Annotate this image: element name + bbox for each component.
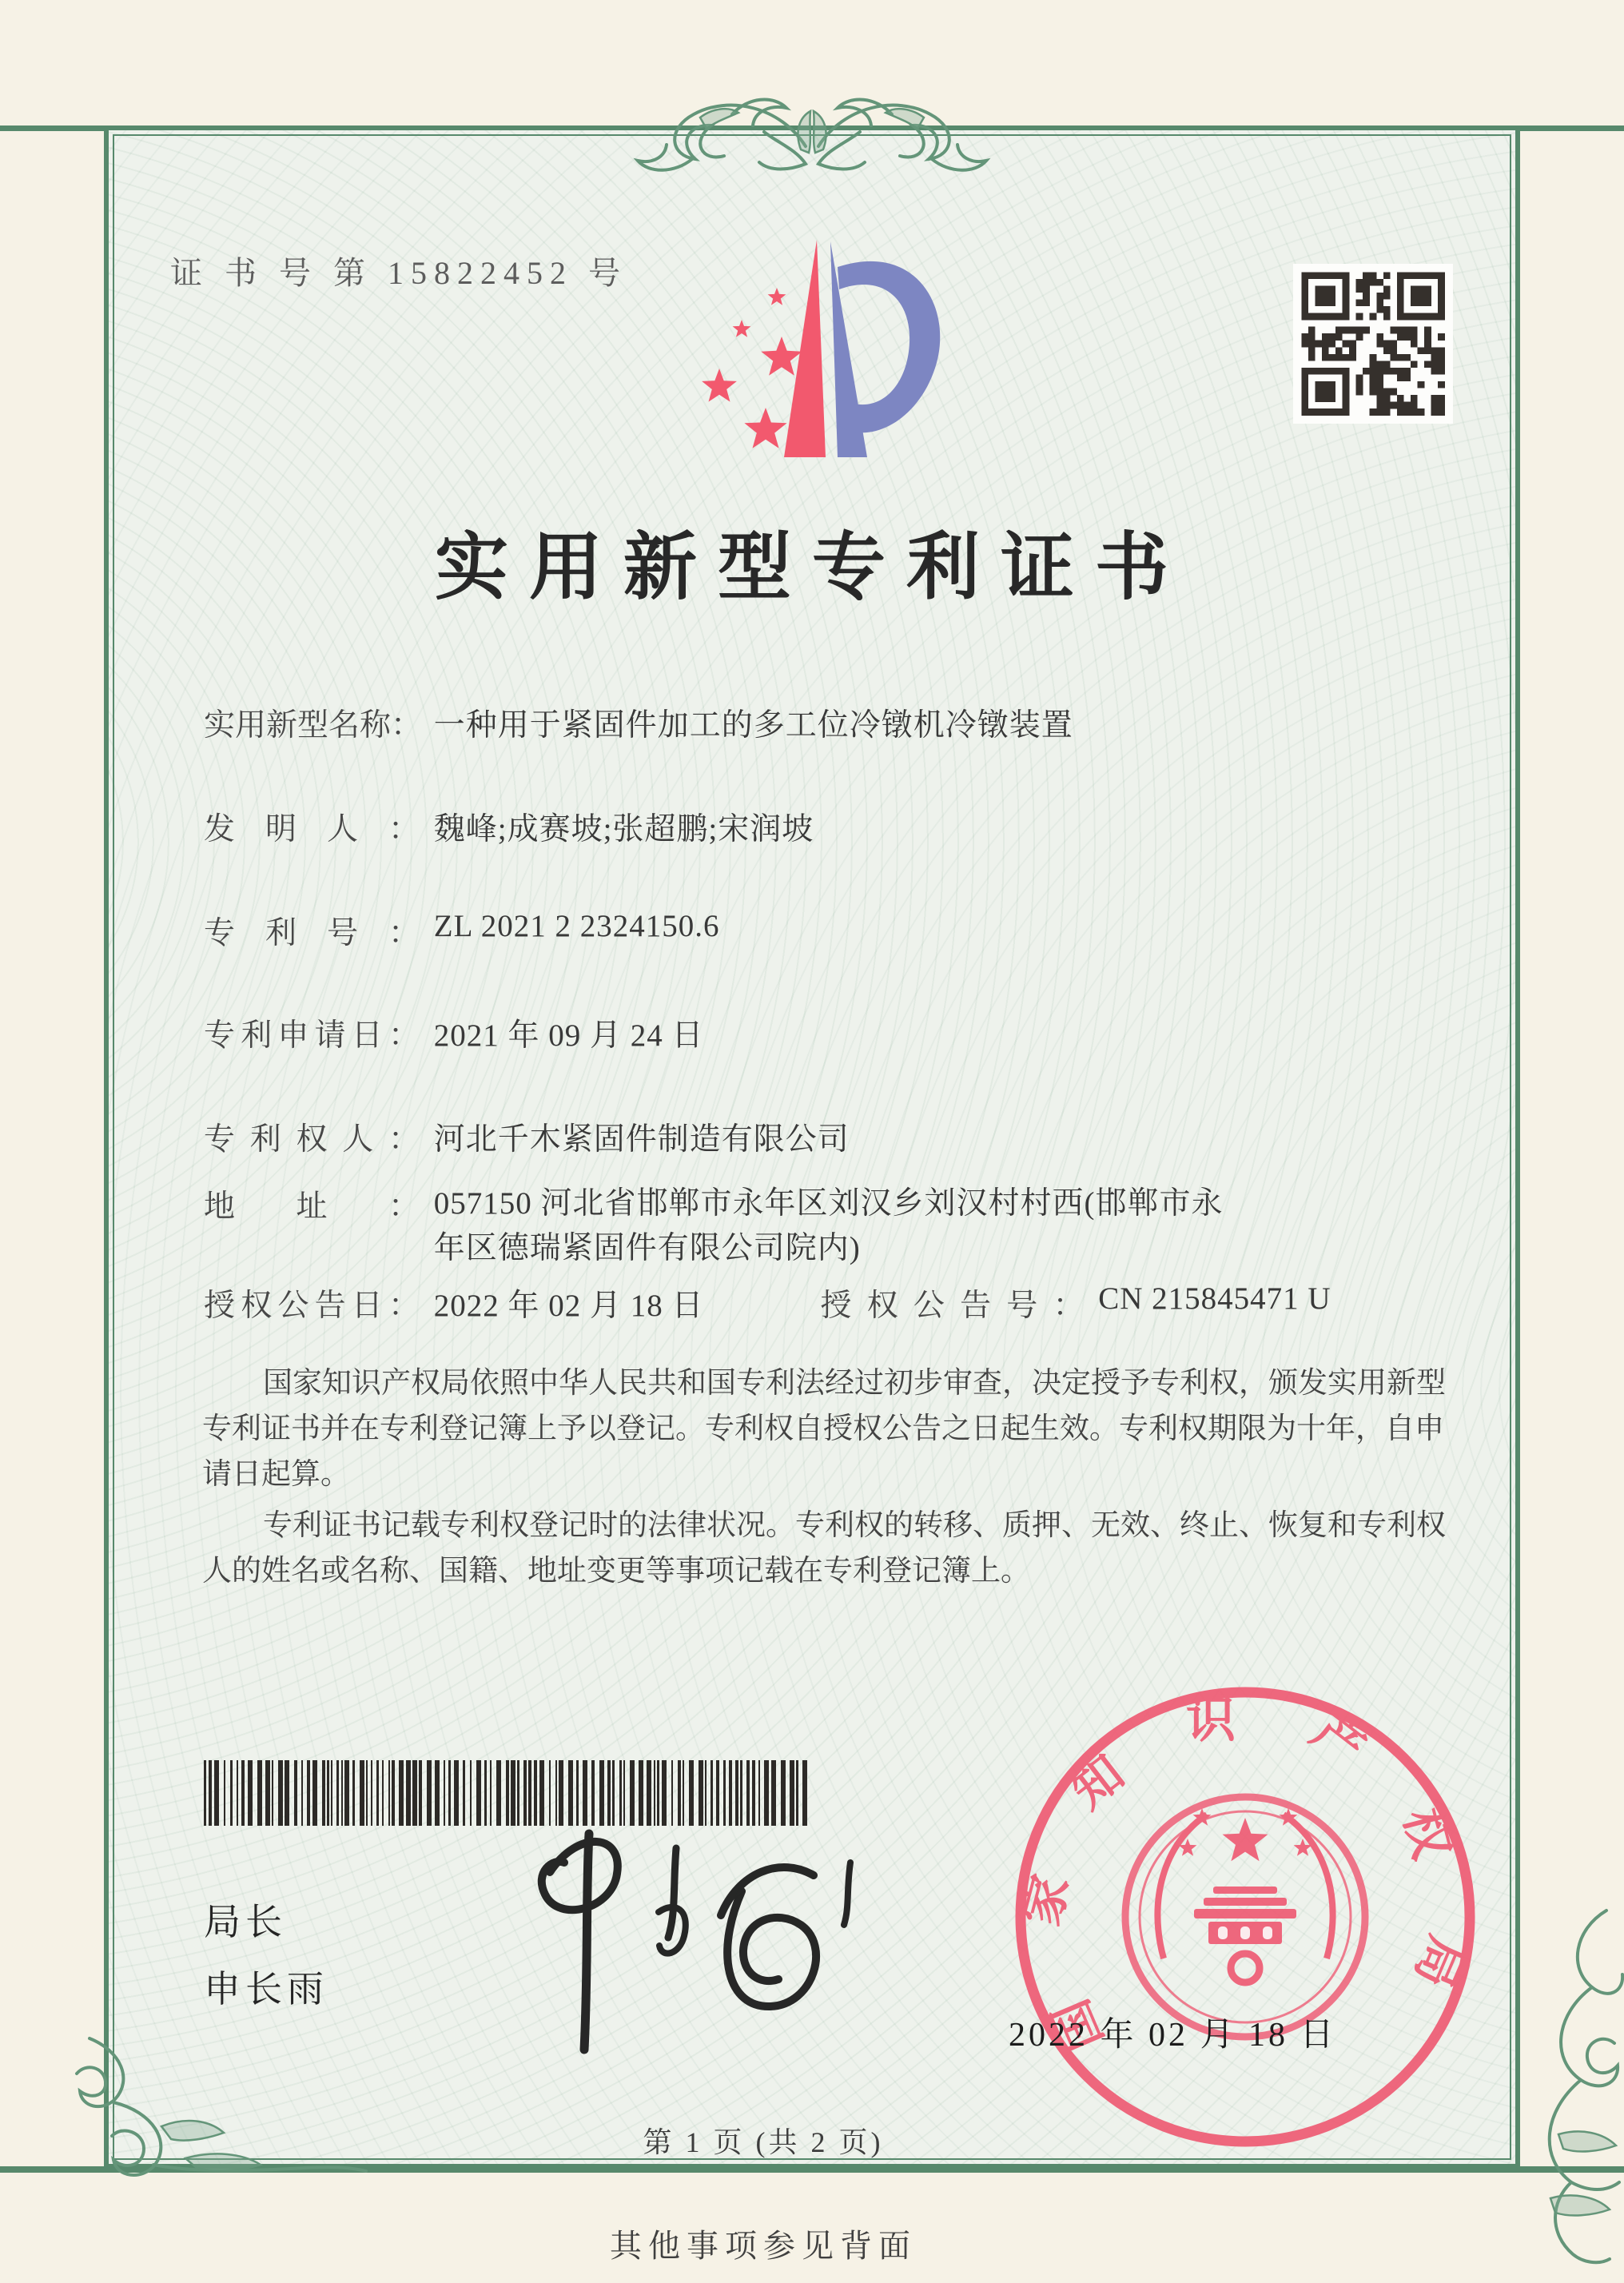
field-label-inventor: 发明人：: [204, 812, 420, 847]
field-value-name: 一种用于紧固件加工的多工位冷镦机冷镦装置: [433, 708, 1073, 743]
issuer-title: 局长: [204, 1901, 287, 1942]
seal-date: 2022 年 02 月 18 日: [1009, 2017, 1337, 2054]
field-row-address: [204, 1181, 1225, 1271]
svg-text:国家知识产权局: [1013, 1694, 1476, 2059]
page-number: 第 1 页 (共 2 页): [643, 2126, 884, 2158]
logo-stars: [702, 288, 802, 448]
field-row-patentee: [204, 1114, 850, 1159]
paragraph-register-statement: 专利证书记载专利权登记时的法律状况。专利权的转移、质押、无效、终止、恢复和专利权人的姓名或名称、国籍、地址变更等事项记载在专利登记簿上。: [202, 1509, 1446, 1588]
field-row-inventor: [204, 804, 814, 849]
field-row-name: [204, 700, 1073, 745]
emblem-stars: [1179, 1808, 1312, 1861]
field-label-address: 地址：: [204, 1189, 420, 1224]
field-value-patentee: 河北千木紧固件制造有限公司: [433, 1122, 850, 1157]
logo-red-wedge: [784, 240, 826, 457]
cnipa-logo-icon: [681, 229, 945, 468]
logo-blue-p-bowl: [838, 261, 940, 432]
field-label-patentee: 专利权人：: [204, 1122, 420, 1157]
field-label-filing-date: 专利申请日：: [204, 1018, 420, 1053]
field-value-filing-date: 2021 年 09 月 24 日: [433, 1018, 704, 1053]
field-value-grant-date: 2022 年 02 月 18 日: [433, 1289, 704, 1323]
certificate-number: 证 书 号 第 15822452 号: [170, 255, 627, 291]
field-value-address: 057150 河北省邯郸市永年区刘汉乡刘汉村村西(邯郸市永年区德瑞紧固件有限公司院内): [433, 1186, 1224, 1265]
field-row-filing-date: [204, 1010, 704, 1055]
field-label-patent-no: 专利号：: [204, 916, 420, 950]
signature-icon: [432, 1816, 879, 2064]
seal-ring-text: 国家知识产权局: [1014, 1693, 1476, 2059]
official-seal-icon: [1005, 1677, 1485, 2157]
field-value-grant-no: CN 215845471 U: [1098, 1281, 1331, 1316]
field-value-inventor: 魏峰;成赛坡;张超鹏;宋润坡: [433, 812, 814, 847]
seal-emblem: [1157, 1808, 1332, 1982]
back-note: 其他事项参见背面: [610, 2228, 917, 2264]
paragraph-grant-statement: 国家知识产权局依照中华人民共和国专利法经过初步审查，决定授予专利权，颁发实用新型专利证书并在专利登记簿上予以登记。专利权自授权公告之日起生效。专利权期限为十年，自申请日起算。: [202, 1367, 1446, 1491]
field-label-grant-no: 授权公告号：: [820, 1289, 1085, 1323]
certificate-title: 实用新型专利证书: [434, 527, 1189, 608]
issuer-name: 申长雨: [204, 1968, 328, 2010]
qr-code: [1293, 264, 1453, 424]
field-row-grant: [204, 1281, 1331, 1325]
field-row-patent-no: [204, 908, 719, 953]
field-label-grant-date: 授权公告日：: [204, 1289, 420, 1323]
field-value-patent-no: ZL 2021 2 2324150.6: [433, 909, 720, 943]
field-label-name: 实用新型名称：: [204, 708, 423, 743]
legal-paragraphs: [202, 1361, 1463, 1594]
